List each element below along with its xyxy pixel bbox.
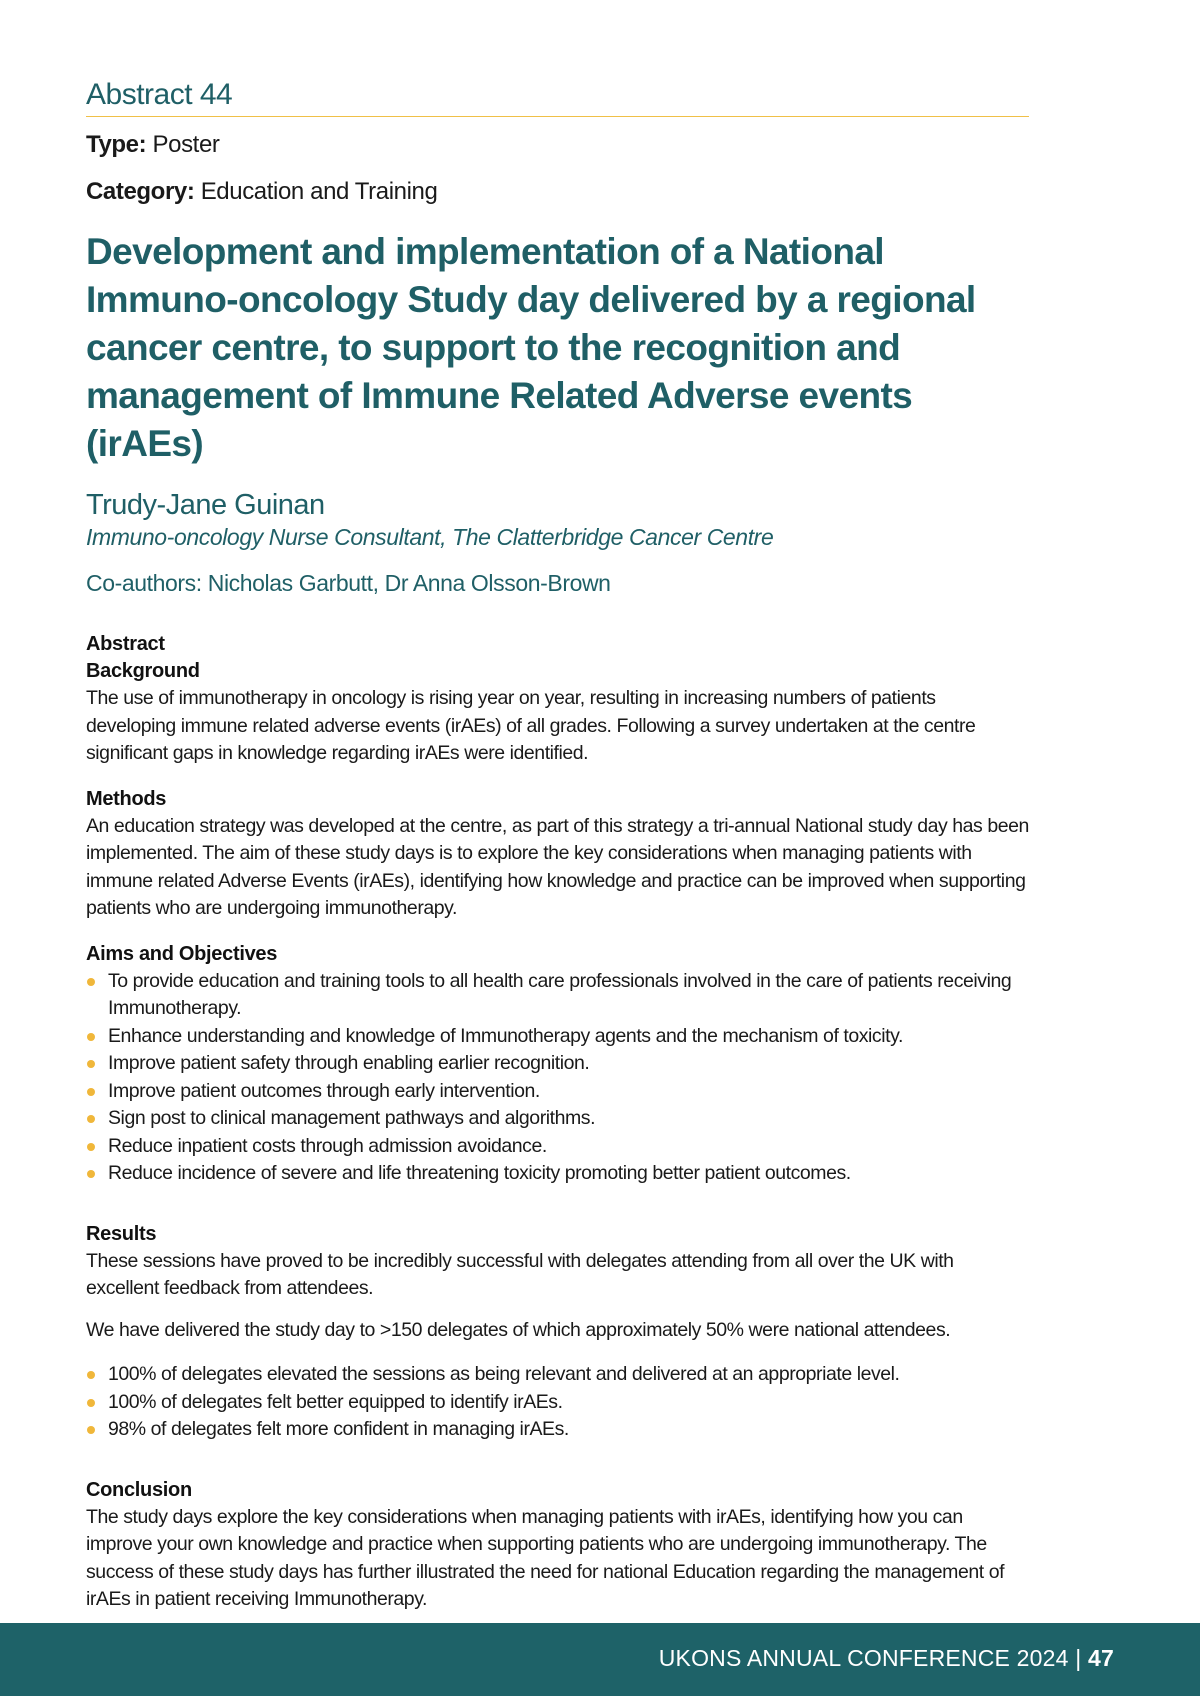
list-item: Sign post to clinical management pathways and algorithms. — [86, 1105, 1029, 1133]
conclusion-text: The study days explore the key considerations when managing patients with irAEs, identifying how you can improve your own knowledge and practice when supporting patients who are undergoing immunotherapy. The success of these study days has further illustrated the need for national Education regarding the management of irAEs in patient receiving Immunotherapy. — [86, 1505, 1005, 1610]
list-item: To provide education and training tools to all health care professionals involved in the care of patients receiving Immunotherapy. — [86, 968, 1029, 1023]
list-item: 100% of delegates felt better equipped to identify irAEs. — [86, 1389, 1029, 1417]
background-heading: Background — [86, 660, 200, 682]
bullet-dot-icon — [87, 1426, 95, 1434]
abstract-page — [86, 78, 1029, 1614]
footer-separator: | — [1075, 1645, 1082, 1671]
category-label: Category: — [86, 178, 195, 205]
abstract-number: Abstract 44 — [86, 78, 1029, 117]
background-text: The use of immunotherapy in oncology is rising year on year, resulting in increasing numbers of patients developing immune related adverse events (irAEs) of all grades. Following a survey undertaken at the centre significant gaps in knowledge regarding irAEs were identified. — [86, 687, 976, 764]
type-line — [86, 131, 1029, 159]
list-item: Reduce inpatient costs through admission avoidance. — [86, 1133, 1029, 1161]
bullet-dot-icon — [87, 1033, 95, 1041]
bullet-dot-icon — [87, 1143, 95, 1151]
aims-heading: Aims and Objectives — [86, 942, 278, 965]
list-item: 98% of delegates felt more confident in managing irAEs. — [86, 1416, 1029, 1444]
results-heading: Results — [86, 1222, 157, 1245]
list-item: 100% of delegates elevated the sessions as being relevant and delivered at an appropriate level. — [86, 1361, 1029, 1389]
results-text-2: We have delivered the study day to >150 delegates of which approximately 50% were national attendees. — [86, 1318, 951, 1341]
category-value: Education and Training — [200, 178, 438, 205]
conference-name: UKONS ANNUAL CONFERENCE 2024 — [658, 1645, 1069, 1671]
author-affiliation: Immuno-oncology Nurse Consultant, The Clatterbridge Cancer Centre — [86, 524, 774, 550]
type-label: Type: — [86, 131, 147, 158]
footer-text — [659, 1645, 1114, 1672]
aims-list — [86, 968, 1029, 1188]
bullet-dot-icon — [87, 1371, 95, 1379]
list-item: Improve patient safety through enabling earlier recognition. — [86, 1050, 1029, 1078]
bullet-dot-icon — [87, 1060, 95, 1068]
bullet-dot-icon — [87, 978, 95, 986]
footer-bar — [0, 1623, 1200, 1696]
abstract-body — [86, 631, 1029, 1614]
conclusion-heading: Conclusion — [86, 1478, 192, 1501]
methods-heading: Methods — [86, 787, 167, 810]
results-list — [86, 1361, 1029, 1444]
list-item: Enhance understanding and knowledge of Immunotherapy agents and the mechanism of toxicity. — [86, 1023, 1029, 1051]
author-name: Trudy-Jane Guinan — [86, 489, 325, 521]
results-text-1: These sessions have proved to be incredibly successful with delegates attending from all over the UK with excellent feedback from attendees. — [86, 1249, 954, 1299]
bullet-dot-icon — [87, 1170, 95, 1178]
bullet-dot-icon — [87, 1088, 95, 1096]
bullet-dot-icon — [87, 1115, 95, 1123]
list-item: Reduce incidence of severe and life threatening toxicity promoting better patient outcomes. — [86, 1160, 1029, 1188]
page-number: 47 — [1088, 1645, 1114, 1671]
abstract-title: Development and implementation of a National Immuno-oncology Study day delivered by a regional cancer centre, to support to the recognition and management of Immune Related Adverse events (irAEs) — [86, 231, 976, 464]
bullet-dot-icon — [87, 1399, 95, 1407]
abstract-heading: Abstract — [86, 633, 165, 655]
list-item: Improve patient outcomes through early intervention. — [86, 1078, 1029, 1106]
type-value: Poster — [152, 131, 220, 158]
category-line — [86, 178, 1029, 206]
methods-text: An education strategy was developed at the centre, as part of this strategy a tri-annual National study day has been implemented. The aim of these study days is to explore the key considerations when managing patients with immune related Adverse Events (irAEs), identifying how knowledge and practice can be improved when supporting patients who are undergoing immunotherapy. — [86, 814, 1029, 919]
coauthors: Co-authors: Nicholas Garbutt, Dr Anna Olsson-Brown — [86, 570, 611, 596]
